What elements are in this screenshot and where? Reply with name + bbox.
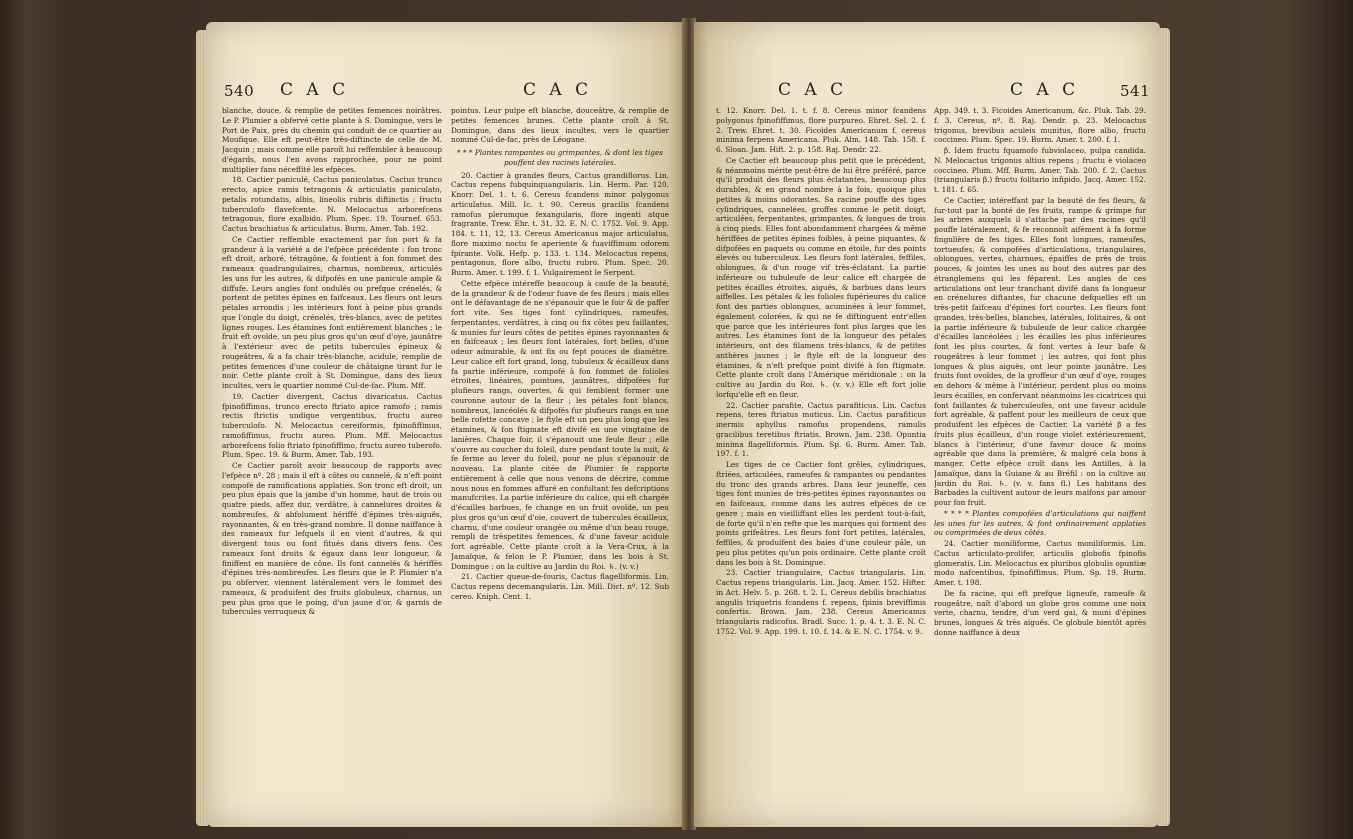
paragraph: 20. Cactier à grandes fleurs, Cactus grandiflorus. Lin. Cactus repens fubquinquangularis. Lin. Herm. Par. 120. Knorr. Del. 1. t. 6. Cereus fcandens minor polygonus articulatus. Mill. Ic. t. 90. Cereus gracilis fcandens ramofus plerumque fexangularis, flore ingenti atque fragrante. Trew. Ehr. t. 31, 32. E. N. C. 1752. Vol. 9. App. 184. t. 11, 12, 13. Cereus Americanus major articulatus, flore maximo noctu fe aperiente & fuaviffimum odorem fpirante. Volk. Hefp. p. 133. t. 134. Melocactus repens, pentagonus, flore albo, fructu rubro. Plum. Spec. 20. Burm. Amer. t. 199. f. 1. Vulgairement le Serpent.	[451, 170, 669, 277]
right-running-head-1: C A C	[778, 80, 848, 100]
paragraph: β. Idem fructu fquamofo fubviolaceo, pulpa candida. N. Melocactus trigonus altius repens ; fructu è violaceo coccineo. Plum. Mff. Burm. Amer. Tab. 200. f. 2. Cactus (triangularis β.) fructu folitario infipido. Jacq. Amer. 152. t. 181. f. 65.	[934, 146, 1146, 194]
paragraph: 21. Cactier queue-de-fouris, Cactus flagelliformis. Lin. Cactus repens decemangularis. Lin. Mill. Dict. nº. 12. Sub cereo. Kniph. Cent. 1.	[451, 572, 669, 601]
paragraph: Les tiges de ce Cactier font grêles, cylindriques, ftriées, articulées, rameufes & rampantes ou pendantes du tronc des grands arbres. Dans leur jeuneffe, ces tiges font munies de très-petites épines rayonnantes ou en faifceaux, comme dans les autres efpèces de ce genre ; mais en vieilliffant elles les perdent tout-à-fait, de forte qu'il n'en refte que les marques qui forment des points grifeâtres. Les fleurs font fort petites, latérales, feffiles, & produifent des baies d'une couleur pâle, un peu plus petites qu'un pois ordinaire. Cette plante croît dans les bois à St. Domingue.	[716, 460, 926, 567]
paragraph: t. 12. Knorr. Del. 1. t. f. 8. Cereus minor fcandens polygonus fpinofiffimus, flore purpureo. Ehret. Sel. 2. f. 2. Trew. Ehret. t. 30. Ficoides Americanum f. cereus minima ferpens Americana. Pluk. Alm. 148. Tab. 158. f. 6. Sloan. Jam. Hift. 2. p. 158. Raj. Dendr. 22.	[716, 106, 926, 154]
right-column-2	[934, 106, 1146, 818]
paragraph: 24. Cactier moniliforme, Cactus moniliformis. Lin. Cactus articulato-prolifer, articulis globofis fpinofis glomeratis. Lin. Melocactus ex pluribus globulis opuntiæ modo nafcentibus, fpinofiffimus. Plum. Sp. 19. Burm. Amer. t. 198.	[934, 539, 1146, 587]
paragraph: 19. Cactier divergent, Cactus divaricatus. Cactus fpinofiffimus, trunco erecto ftriato apice ramofo ; ramis rectis ftrictis undique vergentibus, fructu aureo tuberculofo. N. Melocactus cereiformis, fpinofiffimus, ramofiffimus, fructu aureo. Plum. Mff. Melocactus arborefcens folio ftriato fpinofiffimo, fructu aureo tuberofo. Plum. Spec. 19. & Burm. Amer. Tab. 193.	[222, 391, 442, 460]
paragraph: blanche, douce, & remplie de petites femences noirâtres. Le P. Plumier a obfervé cette plante à S. Domingue, vers le Port de Paix, près du chemin qui conduit de ce quartier au Moufique. Elle eft peut-être très-diftincte de celle de M. Jacquin ; mais comme elle paroît lui reffembler à beaucoup d'égards, nous l'en avons rapprochée, pour ne point multiplier fans néceffité les efpèces.	[222, 106, 442, 174]
left-running-head-1: C A C	[280, 80, 350, 100]
right-page-header	[694, 80, 1160, 108]
left-running-head-2: C A C	[523, 80, 593, 100]
paragraph: De fa racine, qui eft prefque ligneufe, rameufe & rougeâtre, naît d'abord un globe gros comme une noix verte, charnu, tendre, d'un verd gai, & muni d'épines brunes, longues & très aiguës. Ce globule bientôt après donne naiffance à deux	[934, 588, 1146, 637]
paragraph: Cette efpèce intéreffe beaucoup à caufe de la beauté, de la grandeur & de l'odeur fuave de fes fleurs ; mais elles ont le défavantage de ne s'épanouir que le foir & de paffer fort vite. Ses tiges font cylindriques, rameufes, ferpentantes, verdâtres, à cinq ou fix côtes peu faillantes, & munies fur leurs côtes de petites épines rayonnantes & en faifceaux ; les fleurs font latérales, fort belles, d'une odeur admirable, & ont fix ou fept pouces de diamètre. Leur calice eft fort grand, long, tubuleux & écailleux dans fa partie inférieure, compofé à fon fommet de folioles étroites, linéaires, pointues, jaunâtres, difpofées fur plufieurs rangs, ouvertes, & qui femblent former une couronne autour de la fleur ; les pétales font blancs, nombreux, lancéolés & difpofés fur plufieurs rangs en une belle rofette concave ; le ftyle eft un peu plus long que les étamines, & fon ftigmate eft divifé en une vingtaine de lanières. Chaque foir, il s'épanouit une feule fleur ; elle s'ouvre au coucher du foleil, dure pendant toute la nuit, & fe ferme au lever du foleil, pour ne plus s'épanouir de nouveau. La plante citée de Plumier fe rapporte entièrement à celle que nous venons de décrire, comme nous nous en fommes affuré en confultant fes defcriptions manufcrites. La partie inférieure du calice, qui eft chargée d'écailles barbues, fe change en un fruit ovoïde, un peu plus gros qu'un œuf d'oie, couvert de tubercules écailleux, charnu, d'une couleur orangée ou même d'un beau rouge, rempli de trèspetites femences, & d'une faveur acidule fort agréable. Cette plante croît à la Vera-Crux, à la Jamaïque, & felon le P. Plumier, dans les bois à St. Domingue : on la cultive au Jardin du Roi. ♄. (v. v.)	[451, 278, 669, 571]
left-column-2	[451, 106, 669, 818]
left-column-1	[222, 106, 442, 818]
paragraph: Ce Cactier eft beaucoup plus petit que le précédent, & néanmoins mérite peut-être de lui être préféré, parce qu'il produit des fleurs plus éclatantes, beaucoup plus durables, & en grand nombre à la fois, quoique plus petites & moins odorantes. Sa racine pouffe des tiges cylindriques, cannelées, groffes comme le petit doigt, articulées, ferpentantes, grimpantes, & longues de trois à cinq pieds. Elles font abondamment chargées & même hériffées de petites épines foibles, à peine piquantes, & difpofées en paquets ou comme en étoile, fur des points élevés ou tuberculeux. Les fleurs font latérales, feffiles, oblongues, & d'un rouge vif très-éclatant. La partie inférieure ou tubuleufe de leur calice eft chargée de petites écailles étroites, aiguës, & barbues dans leurs aiffelles. Les pétales & les folioles fupérieures du calice font des parties oblongues, acuminées à leur fommet, également colorées, & qui ne fe diftinguent entr'elles que parce que les intérieures font plus larges que les autres. Les étamines font de la longueur des pétales intérieurs, ont des filamens très-blancs, & de petites anthères jaunes ; le ftyle eft de la longueur des étamines, & n'eft prefque point divifé à fon ftigmate. Cette plante croît dans l'Amérique méridionale : on la cultive au Jardin du Roi. ♄. (v. v.) Elle eft fort jolie lorfqu'elle eft en fleur.	[716, 155, 926, 399]
left-page	[206, 22, 684, 827]
section-heading: * * * * Plantes compofées d'articulations qui naiffent les unes fur les autres, & font ordinairement applaties ou comprimées de deux côtés.	[934, 508, 1146, 538]
paragraph: Ce Cactier paroît avoir beaucoup de rapports avec l'efpèce nº. 28 ; mais il eft à côtes ou cannelé, & n'eft point compofé de ramifications applaties. Son tronc eft droit, un peu plus épais que la jambe d'un homme, haut de trois ou quatre pieds, affez dur, verdâtre, à cannelures droites & nombreufes, & abfolument hériffé d'épines très-aiguës, rayonnantes, & en très-grand nombre. Il donne naiffance à des rameaux fur lefquels il en vient d'autres, & qui divergent tous ou font fitués dans divers fens. Ces rameaux font droits & égaux dans leur longueur, & finiffent en manière de cône. Ils font cannelés & hériffés d'épines très-nombreufes. Les fleurs que le P. Plumier n'a pu obferver, viennent latéralement vers le fommet des rameaux, & produifent des fruits globuleux, charnus, un peu plus gros que le poing, d'un jaune d'or, & garnis de tubercules verruqueux &	[222, 461, 442, 617]
paragraph: App. 349. t. 3. Ficoides Americanum, &c. Pluk. Tab. 29. f. 3. Cereus, nº. 8. Raj. Dendr. p. 23. Melocactus trigonus, brevibus aculeis munitus, flore albo, fructu coccineo. Plum. Spec. 19. Burm. Amer. t. 200. f. 1.	[934, 106, 1146, 145]
paragraph: 22. Cactier parafite, Cactus parafiticus. Lin. Cactus repens, teres ftriatus muticus. Lin. Cactus parafiticus inermis aphyllus ramofus propendens, ramulis gracilibus teretibus ftriatis. Brown. Jam. 238. Opuntia minima flagelliformis. Plum. Sp. 6. Burm. Amer. Tab. 197. f. 1.	[716, 400, 926, 459]
paragraph: Ce Cactier, intéreffant par la beauté de fes fleurs, & fur-tout par la bonté de fes fruits, rampe & grimpe fur les arbres auxquels il s'attache par des racines qu'il pouffe latéralement, & fe reconnoît aifément à fa forme fingulière de fes tiges. Elles font longues, rameufes, tortueufes, & compofées d'articulations, triangulaires, oblongues, vertes, charnues, épaiffes de près de trois pouces, & jointes les unes au bout des autres par des étranglemens qui les féparent. Les angles de ces articulations ont leur tranchant divifé dans fa longueur en crénelures diftantes, fur chacune defquelles eft un très-petit faifceau d'épines fort courtes. Les fleurs font grandes, très-belles, blanches, latérales, folitaires, & ont la partie inférieure & tubuleufe de leur calice chargée d'écailles lancéolées ; les écailles les plus inférieures font les plus courtes, & font vertes à leur bafe & rougeâtres à leur fommet ; les autres, qui font plus longues & plus aiguës, ont leur pointe jaunâtre. Les fruits font ovoïdes, de la groffeur d'un œuf d'oye, rouges en dehors & même à l'intérieur, perdent plus ou moins leurs écailles, en confervant néanmoins les cicatrices qui font faillantes & tuberculeufes, ont une faveur acidule fort agréable, & paffent pour les meilleurs de ceux que produifent les efpèces de Cactier. La variété β a fes fruits plus écailleux, d'un rouge violet extérieurement, blancs à l'intérieur, d'une faveur douce & moins agréable que dans la première, & malgré cela bons à manger. Cette efpèce croît dans les Antilles, à la Jamaïque, dans la Guiane & au Bréfil : on la cultive au Jardin du Roi. ♄. (v. v. fans fl.) Les habitans des Barbades la cultivent autour de leurs maifons par amour pour fon fruit.	[934, 195, 1146, 507]
paragraph: 23. Cactier triangulaire, Cactus triangularis. Lin. Cactus repens triangularis. Lin. Jacq. Amer. 152. Hifter. in Act. Helv. 5. p. 268. t. 2. L. Cereus debilis brachiatus angulis triquetris fcandens f. repens, fpinis breviffimis confertis. Brown. Jam. 238. Cereus Americanus triangularis radicofus. Bradl. Succ. 1. p. 4. t. 3. E. N. C. 1752. Vol. 9. App. 199. t. 10. f. 14. & E. N. C. 1754. v. 9.	[716, 568, 926, 636]
paragraph: 18. Cactier paniculé, Cactus paniculatus. Cactus trunco erecto, apice ramis tetragonis & articulatis paniculato, petalis rotundatis, albis, lineolis rubris diftinctis ; fructu tuberculofo flavefcente. N. Melocactus arborefcens tetragonus, flore exalbido. Plum. Spec. 19. Tournef. 653. Cactus brachiatus & articulatus. Burm. Amer. Tab. 192.	[222, 175, 442, 233]
paragraph: Ce Cactier reffemble exactement par fon port & fa grandeur à la variété a de l'efpèce précédente : fon tronc eft droit, arboré, tétragône, & foutient à fon fommet des rameaux quadrangulaires, charnus, nombreux, articulés les uns fur les autres, & difpofés en une panicule ample & diffufe. Leurs angles font ondulés ou prefque crénelés, & portent de petites épines en faifceaux. Les fleurs ont leurs pétales arrondis ; les intérieurs font à peine plus grands que l'ongle du doigt, crénelés, très-blancs, avec de petites lignes rouges. Les étamines font entièrement blanches ; le fruit eft ovoïde, un peu plus gros qu'un œuf d'oye, jaunâtre à l'extérieur avec de petits tubercules épineux & rougeâtres, & a fa chair très-blanche, acidule, remplie de petites femences d'une couleur de châtaigne tirant fur le noir. Cette plante croît à St. Domingue, dans des lieux incultes, vers le quartier nommé Cul-de-fac. Plum. Mff.	[222, 234, 442, 390]
right-page-number: 541	[1120, 82, 1151, 100]
left-page-number: 540	[224, 82, 255, 100]
section-heading: * * * Plantes rampantes ou grimpantes, & dont les tiges pouffent des racines latérales.	[456, 148, 664, 167]
right-column-1	[716, 106, 926, 818]
right-page	[694, 22, 1160, 827]
right-running-head-2: C A C	[1010, 80, 1080, 100]
left-page-header	[206, 80, 684, 108]
paragraph: pointus. Leur pulpe eft blanche, douceâtre, & remplie de petites femences brunes. Cette plante croît à St. Domingue, dans des lieux incultes, vers le quartier nommé Cul-de-fac, près de Léogane.	[451, 106, 669, 145]
